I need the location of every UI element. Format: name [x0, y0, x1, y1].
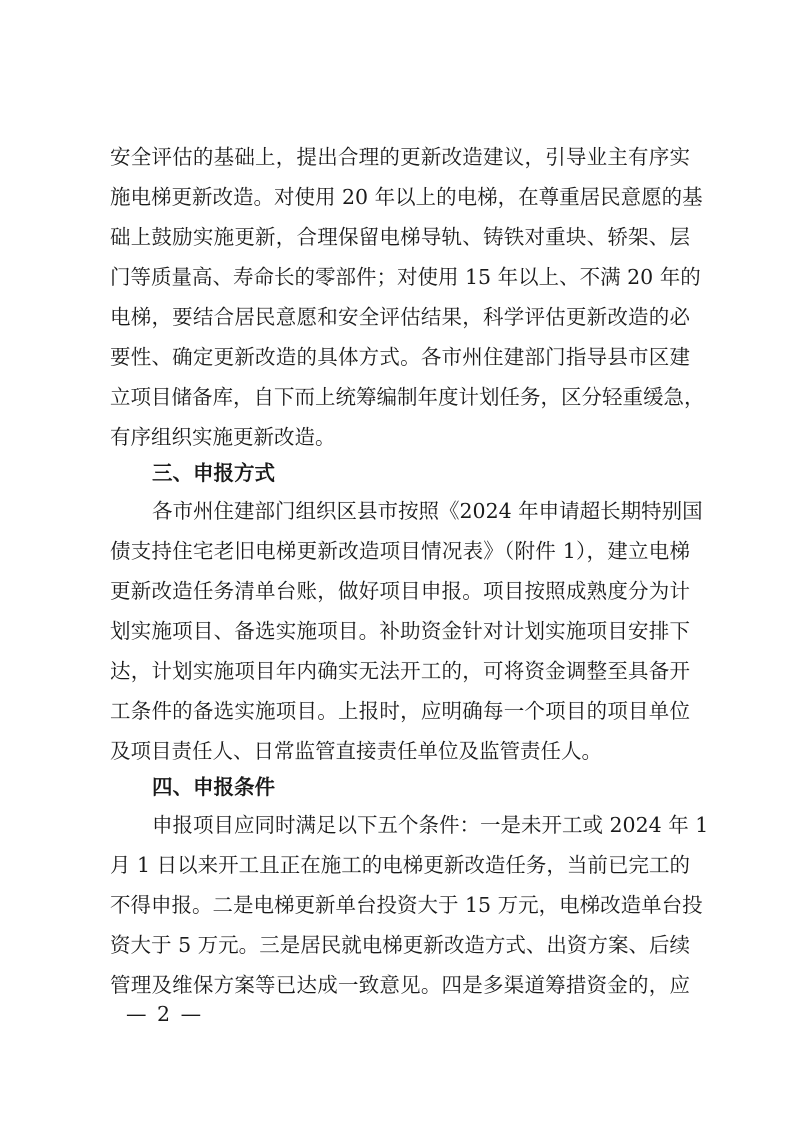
body-text-line: 达，计划实施项目年内确实无法开工的，可将资金调整至具备开 — [110, 659, 690, 683]
body-text-line: 础上鼓励实施更新，合理保留电梯导轨、铸铁对重块、轿架、层 — [110, 225, 690, 249]
body-text-line: 及项目责任人、日常监管直接责任单位及监管责任人。 — [110, 739, 602, 763]
body-text-line: 不得申报。二是电梯更新单台投资大于 15 万元，电梯改造单台投 — [110, 893, 703, 917]
body-text-line: 要性、确定更新改造的具体方式。各市州住建部门指导县市区建 — [110, 345, 690, 369]
body-text-line: 划实施项目、备选实施项目。补助资金针对计划实施项目安排下 — [110, 619, 690, 643]
section-heading-3: 三、申报方式 — [152, 461, 275, 485]
body-text-line: 申报项目应同时满足以下五个条件：一是未开工或 2024 年 1 — [152, 813, 709, 837]
body-text-line: 安全评估的基础上，提出合理的更新改造建议，引导业主有序实 — [110, 145, 690, 169]
body-text-line: 门等质量高、寿命长的零部件；对使用 15 年以上、不满 20 年的 — [110, 265, 701, 289]
body-text-line: 电梯，要结合居民意愿和安全评估结果，科学评估更新改造的必 — [110, 305, 690, 329]
body-text-line: 立项目储备库，自下而上统筹编制年度计划任务，区分轻重缓急， — [110, 385, 705, 409]
body-text-line: 债支持住宅老旧电梯更新改造项目情况表》（附件 1），建立电梯 — [110, 539, 690, 563]
page-number: — 2 — — [126, 1002, 204, 1026]
body-text-line: 有序组织实施更新改造。 — [110, 425, 336, 449]
body-text-line: 各市州住建部门组织区县市按照《2024 年申请超长期特别国 — [152, 499, 703, 523]
body-text-line: 施电梯更新改造。对使用 20 年以上的电梯，在尊重居民意愿的基 — [110, 185, 703, 209]
body-text-line: 工条件的备选实施项目。上报时，应明确每一个项目的项目单位 — [110, 699, 690, 723]
body-text-line: 更新改造任务清单台账，做好项目申报。项目按照成熟度分为计 — [110, 579, 690, 603]
section-heading-4: 四、申报条件 — [152, 775, 275, 799]
body-text-line: 管理及维保方案等已达成一致意见。四是多渠道筹措资金的，应 — [110, 973, 690, 997]
body-text-line: 资大于 5 万元。三是居民就电梯更新改造方式、出资方案、后续 — [110, 933, 690, 957]
body-text-line: 月 1 日以来开工且正在施工的电梯更新改造任务，当前已完工的 — [110, 853, 690, 877]
